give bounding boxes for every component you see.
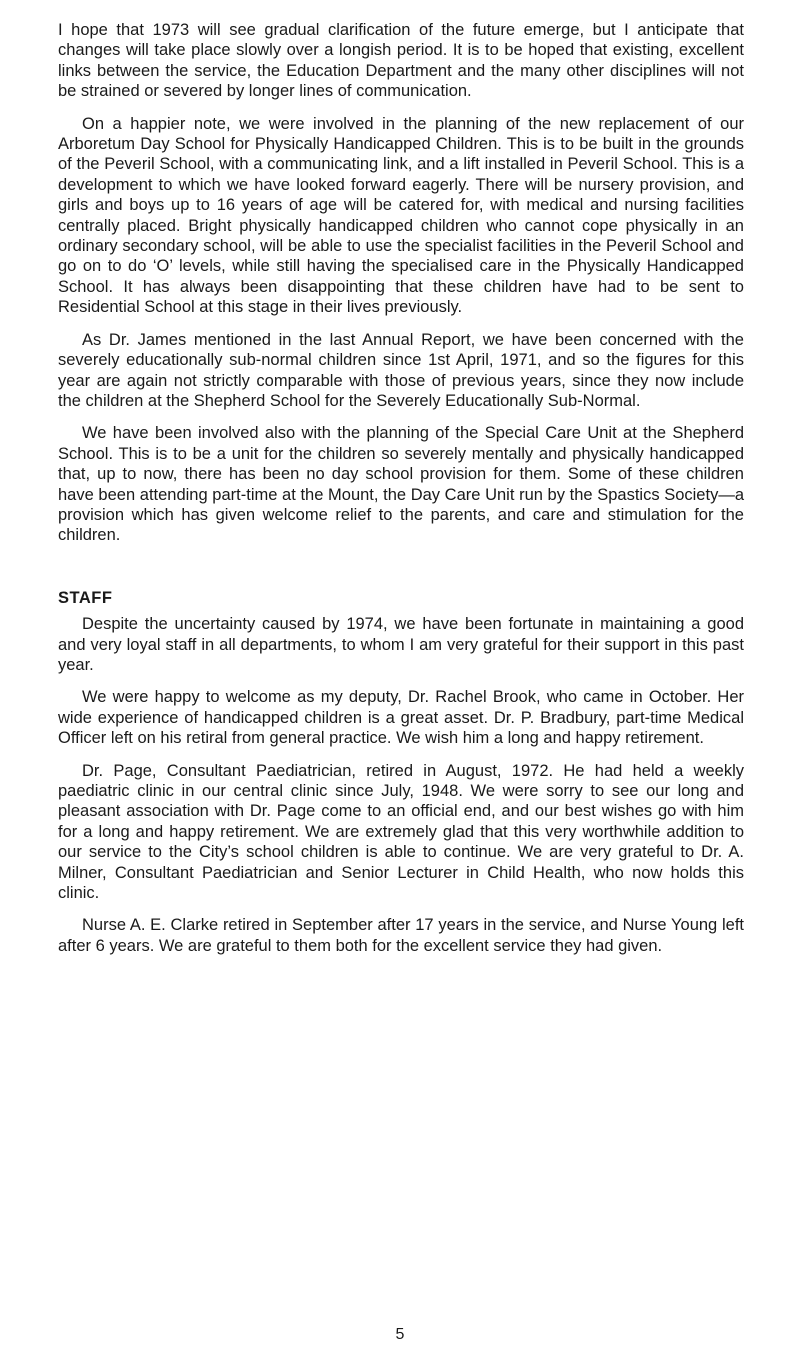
paragraph-arboretum-school: On a happier note, we were involved in the planning of the new replacement of our Arboretum Day School for Physically Handicapped Children. This is to be built in the grounds of the Peveril School, with a communicating link, and a lift installed in Peveril School. This is a development to which we have looked forward eagerly. There will be nursery provision, and girls and boys up to 16 years of age will be catered for, with medical and nursing facilities centrally placed. Bright physically handicapped children who cannot cope physically in an ordinary secondary school, will be able to use the specialist facilities in the Peveril School and go on to do ‘O’ levels, while still having the specialised care in the Physically Handicapped School. It has always been disappointing that these children have had to be sent to Residential School at this stage in their lives previously. [58, 114, 744, 317]
page-number: 5 [395, 1326, 405, 1343]
paragraph-deputy-welcome: We were happy to welcome as my deputy, Dr. Rachel Brook, who came in October. Her wide experience of handicapped children is a great asset. Dr. P. Bradbury, part-time Medical Officer left on his retiral from general practice. We wish him a long and happy retirement. [58, 688, 744, 748]
paragraph-clarification: I hope that 1973 will see gradual clarification of the future emerge, but I anticipate that changes will take place slowly over a longish period. It is to be hoped that existing, excellent links between the service, the Education Department and the many other disciplines will not be strained or severed by longer lines of communication. [58, 21, 744, 101]
section-heading-staff: STAFF [58, 588, 113, 607]
paragraph-dr-page-retirement: Dr. Page, Consultant Paediatrician, retired in August, 1972. He had held a weekly paediatric clinic in our central clinic since July, 1948. We were sorry to see our long and pleasant association with Dr. Page come to an official end, and our best wishes go with him for a long and happy retirement. We are extremely glad that this very worthwhile addition to our service to the City’s school children is able to continue. We are very grateful to Dr. A. Milner, Consultant Paediatrician and Senior Lecturer in Child Health, who now holds this clinic. [58, 761, 744, 903]
paragraph-nurse-retirements: Nurse A. E. Clarke retired in September after 17 years in the service, and Nurse Young left after 6 years. We are grateful to them both for the excellent service they had given. [58, 916, 744, 955]
paragraph-sub-normal-children: As Dr. James mentioned in the last Annual Report, we have been concerned with the severely educationally sub-normal children since 1st April, 1971, and so the figures for this year are again not strictly comparable with those of previous years, since they now include the children at the Shepherd School for the Severely Educationally Sub-Normal. [58, 330, 744, 410]
paragraph-staff-loyalty: Despite the uncertainty caused by 1974, we have been fortunate in maintaining a good and very loyal staff in all departments, to whom I am very grateful for their support in this past year. [58, 615, 744, 674]
document-page [58, 20, 744, 968]
paragraph-special-care-unit: We have been involved also with the planning of the Special Care Unit at the Shepherd School. This is to be a unit for the children so severely mentally and physically handicapped that, up to now, there has been no day school provision for them. Some of these children have been attending part-time at the Mount, the Day Care Unit run by the Spastics Society—a provision which has given welcome relief to the parents, and care and stimulation for the children. [58, 424, 744, 545]
